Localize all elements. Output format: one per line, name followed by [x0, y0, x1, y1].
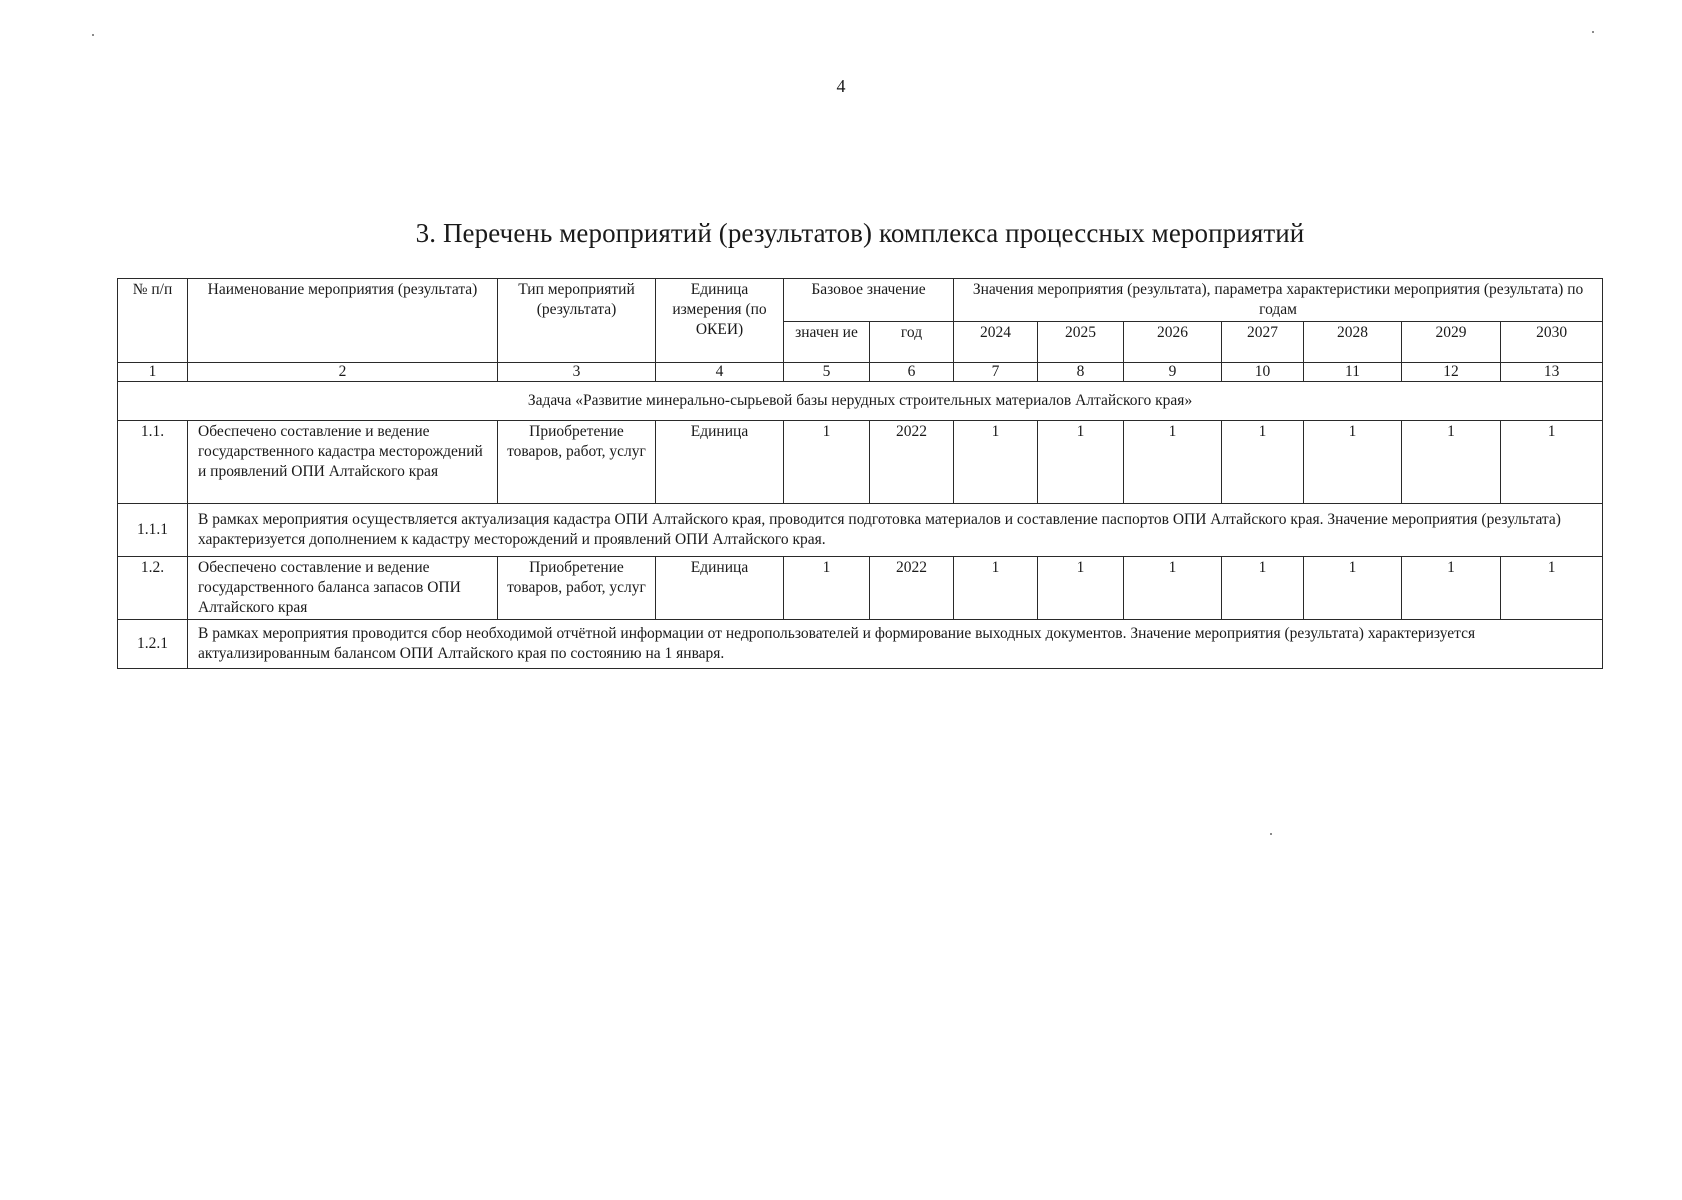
event-type: Приобретение товаров, работ, услуг [498, 557, 656, 620]
year-value: 1 [1222, 557, 1304, 620]
event-description: В рамках мероприятия осуществляется актуализация кадастра ОПИ Алтайского края, проводится подготовка материалов и составление паспортов ОПИ Алтайского края. Значение мероприятия (результата) характеризуется дополнением к кадастру месторождений и проявлений ОПИ Алтайского края. [188, 504, 1603, 557]
header-cell: год [870, 322, 954, 363]
column-number: 5 [784, 363, 870, 382]
row-number: 1.1.1 [118, 504, 188, 557]
year-value: 1 [1124, 557, 1222, 620]
task-title: Задача «Развитие минерально-сырьевой базы нерудных строительных материалов Алтайского края» [118, 382, 1603, 421]
header-cell: значен ие [784, 322, 870, 363]
column-number-row [118, 363, 1603, 382]
year-value: 1 [1501, 557, 1603, 620]
header-cell: Базовое значение [784, 279, 954, 322]
column-number: 12 [1402, 363, 1501, 382]
header-cell: Наименование мероприятия (результата) [188, 279, 498, 363]
column-number: 4 [656, 363, 784, 382]
column-number: 6 [870, 363, 954, 382]
year-value: 1 [1222, 421, 1304, 504]
events-table [117, 278, 1603, 669]
column-number: 13 [1501, 363, 1603, 382]
year-header: 2025 [1038, 322, 1124, 363]
description-row [118, 620, 1603, 669]
description-row [118, 504, 1603, 557]
year-value: 1 [1038, 421, 1124, 504]
header-row [118, 279, 1603, 322]
base-value: 1 [784, 557, 870, 620]
header-cell: Единица измерения (по ОКЕИ) [656, 279, 784, 363]
column-number: 11 [1304, 363, 1402, 382]
header-cell: Значения мероприятия (результата), параметра характеристики мероприятия (результата) по годам [954, 279, 1603, 322]
column-number: 8 [1038, 363, 1124, 382]
year-header: 2024 [954, 322, 1038, 363]
event-name: Обеспечено составление и ведение государственного кадастра месторождений и проявлений ОПИ Алтайского края [188, 421, 498, 504]
column-number: 1 [118, 363, 188, 382]
column-number: 10 [1222, 363, 1304, 382]
page-number: 4 [836, 76, 846, 96]
event-unit: Единица [656, 421, 784, 504]
year-header: 2029 [1402, 322, 1501, 363]
year-value: 1 [1402, 421, 1501, 504]
event-type: Приобретение товаров, работ, услуг [498, 421, 656, 504]
year-value: 1 [1501, 421, 1603, 504]
year-value: 1 [954, 557, 1038, 620]
row-number: 1.1. [118, 421, 188, 504]
task-row [118, 382, 1603, 421]
scan-speck [1592, 31, 1594, 33]
base-year: 2022 [870, 557, 954, 620]
column-number: 3 [498, 363, 656, 382]
base-year: 2022 [870, 421, 954, 504]
event-unit: Единица [656, 557, 784, 620]
scan-speck [92, 34, 94, 36]
year-value: 1 [1038, 557, 1124, 620]
year-value: 1 [1402, 557, 1501, 620]
column-number: 7 [954, 363, 1038, 382]
year-value: 1 [1304, 421, 1402, 504]
year-value: 1 [1124, 421, 1222, 504]
row-number: 1.2. [118, 557, 188, 620]
event-name: Обеспечено составление и ведение государственного баланса запасов ОПИ Алтайского края [188, 557, 498, 620]
column-number: 2 [188, 363, 498, 382]
header-cell: Тип мероприятий (результата) [498, 279, 656, 363]
table-row [118, 421, 1603, 504]
row-number: 1.2.1 [118, 620, 188, 669]
year-header: 2030 [1501, 322, 1603, 363]
event-description: В рамках мероприятия проводится сбор необходимой отчётной информации от недропользователей и формирование выходных документов. Значение мероприятия (результата) характеризуется актуализированным балансом ОПИ Алтайского края по состоянию на 1 января. [188, 620, 1603, 669]
page-title: 3. Перечень мероприятий (результатов) комплекса процессных мероприятий [415, 218, 1305, 248]
scan-speck [1270, 833, 1272, 835]
year-header: 2027 [1222, 322, 1304, 363]
year-value: 1 [954, 421, 1038, 504]
header-cell: № п/п [118, 279, 188, 363]
year-header: 2026 [1124, 322, 1222, 363]
table-row [118, 557, 1603, 620]
year-value: 1 [1304, 557, 1402, 620]
year-header: 2028 [1304, 322, 1402, 363]
column-number: 9 [1124, 363, 1222, 382]
base-value: 1 [784, 421, 870, 504]
